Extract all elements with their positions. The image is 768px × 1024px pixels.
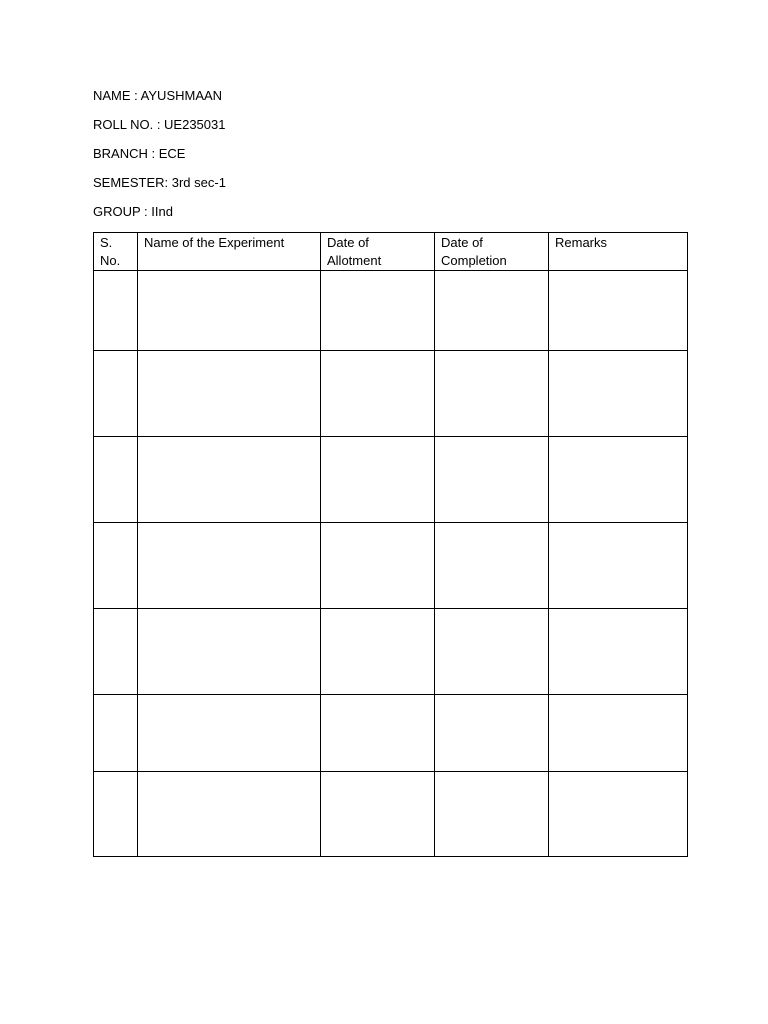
cell-date-of-completion[interactable] xyxy=(435,351,549,437)
cell-serial-number[interactable] xyxy=(94,437,138,523)
table-row xyxy=(94,772,688,857)
cell-date-of-completion[interactable] xyxy=(435,772,549,857)
header-serial-number: S. No. xyxy=(94,233,138,271)
table-header-row xyxy=(94,233,688,271)
cell-serial-number[interactable] xyxy=(94,609,138,695)
cell-experiment-name[interactable] xyxy=(138,523,321,609)
cell-remarks[interactable] xyxy=(549,695,688,772)
cell-experiment-name[interactable] xyxy=(138,437,321,523)
cell-date-of-completion[interactable] xyxy=(435,523,549,609)
cell-date-of-allotment[interactable] xyxy=(321,609,435,695)
table-row xyxy=(94,609,688,695)
header-date-of-completion: Date of Completion xyxy=(435,233,549,271)
cell-experiment-name[interactable] xyxy=(138,695,321,772)
cell-experiment-name[interactable] xyxy=(138,609,321,695)
cell-date-of-allotment[interactable] xyxy=(321,523,435,609)
roll-number: ROLL NO. : UE235031 xyxy=(93,117,226,132)
cell-date-of-completion[interactable] xyxy=(435,437,549,523)
cell-remarks[interactable] xyxy=(549,351,688,437)
cell-date-of-completion[interactable] xyxy=(435,609,549,695)
table-row xyxy=(94,523,688,609)
student-name: NAME : AYUSHMAAN xyxy=(93,88,223,103)
header-remarks: Remarks xyxy=(549,233,688,271)
cell-date-of-completion[interactable] xyxy=(435,695,549,772)
cell-serial-number[interactable] xyxy=(94,351,138,437)
cell-experiment-name[interactable] xyxy=(138,271,321,351)
table-row xyxy=(94,351,688,437)
cell-remarks[interactable] xyxy=(549,772,688,857)
semester: SEMESTER: 3rd sec-1 xyxy=(93,175,226,190)
student-info xyxy=(93,88,693,233)
cell-date-of-completion[interactable] xyxy=(435,271,549,351)
cell-date-of-allotment[interactable] xyxy=(321,695,435,772)
cell-remarks[interactable] xyxy=(549,523,688,609)
cell-serial-number[interactable] xyxy=(94,271,138,351)
cell-date-of-allotment[interactable] xyxy=(321,772,435,857)
experiment-record-table xyxy=(93,232,688,857)
table-row xyxy=(94,695,688,772)
header-date-of-allotment: Date of Allotment xyxy=(321,233,435,271)
cell-experiment-name[interactable] xyxy=(138,351,321,437)
cell-experiment-name[interactable] xyxy=(138,772,321,857)
cell-serial-number[interactable] xyxy=(94,523,138,609)
cell-date-of-allotment[interactable] xyxy=(321,271,435,351)
group: GROUP : IInd xyxy=(93,204,173,219)
table-row xyxy=(94,437,688,523)
cell-remarks[interactable] xyxy=(549,609,688,695)
table-row xyxy=(94,271,688,351)
branch: BRANCH : ECE xyxy=(93,146,186,161)
cell-remarks[interactable] xyxy=(549,437,688,523)
cell-serial-number[interactable] xyxy=(94,772,138,857)
cell-serial-number[interactable] xyxy=(94,695,138,772)
cell-remarks[interactable] xyxy=(549,271,688,351)
cell-date-of-allotment[interactable] xyxy=(321,437,435,523)
cell-date-of-allotment[interactable] xyxy=(321,351,435,437)
header-experiment-name: Name of the Experiment xyxy=(138,233,321,271)
